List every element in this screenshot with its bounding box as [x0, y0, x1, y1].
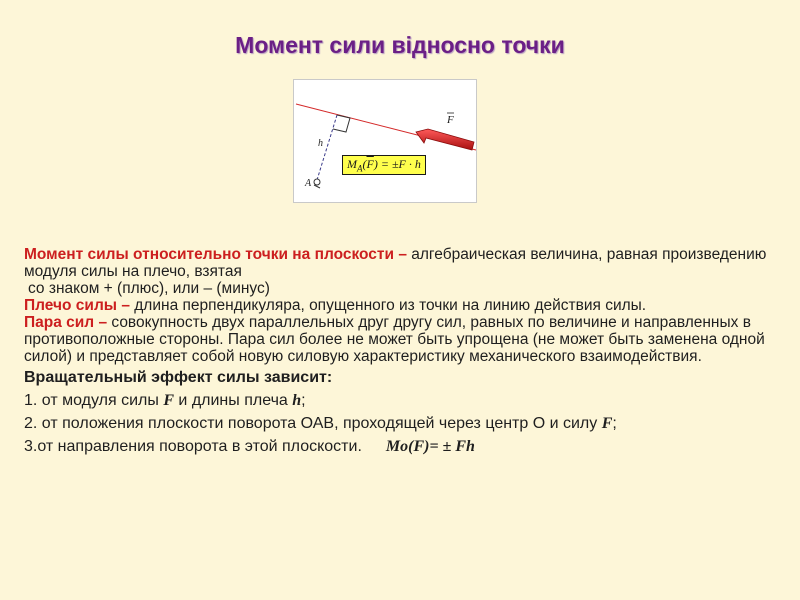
definition-moment-a: алгебраическая величина, равная произведению модуля силы на плечо, взятая	[24, 246, 767, 280]
point-a-marker	[314, 179, 320, 185]
arm-label: h	[318, 138, 323, 149]
point-a-label: A	[305, 178, 312, 189]
force-arrow	[416, 129, 474, 150]
moment-diagram	[293, 79, 477, 203]
paragraph-arm: Плечо силы – длина перпендикуляра, опущенного из точки на линию действия силы.	[24, 297, 647, 314]
term-moment: Момент силы относительно точки на плоскости	[24, 246, 395, 263]
paragraph-moment: Момент силы относительно точки на плоскости – алгебраическая величина, равная произведению модуля силы на плечо, взятая	[24, 246, 767, 280]
diagram-svg	[294, 80, 476, 202]
term-couple: Пара сил	[24, 314, 95, 331]
list-item: 1. от модуля силы F и длины плеча h;	[24, 392, 306, 409]
definition-couple: совокупность двух параллельных друг другу сил, равных по величине и направленных в противоположные стороны. Пара сил более не может быть упрощена (не может быть заменена одной силой) и представляет собой новую силовую характеристику механического взаимодействия.	[24, 314, 765, 365]
definition-moment-b: со знаком + (плюс), или – (минус)	[28, 280, 270, 297]
definition-arm: длина перпендикуляра, опущенного из точки на линию действия силы.	[134, 297, 647, 314]
list-item: 3.от направления поворота в этой плоскости. Mo(F)= ± Fh	[24, 438, 475, 455]
term-arm: Плечо силы	[24, 297, 118, 314]
rotation-heading: Вращательный эффект силы зависит:	[24, 369, 333, 386]
page-title: Момент сили відносно точки	[235, 32, 565, 58]
paragraph-couple: Пара сил – совокупность двух параллельных друг другу сил, равных по величине и направленных в противоположные стороны. Пара сил более не может быть упрощена (не может быть заменена одной силой) и представляет собой новую силовую характеристику механического взаимодействия.	[24, 314, 765, 365]
moment-formula: $M_A(\overline{F}) = \pm F \cdot h$	[347, 157, 421, 174]
content-text	[24, 246, 774, 460]
moment-formula-box	[342, 155, 426, 175]
rotation-factors-list	[24, 391, 774, 457]
force-label: F	[447, 114, 454, 126]
list-item: 2. от положения плоскости поворота ОАВ, проходящей через центр О и силу F;	[24, 415, 617, 432]
moment-formula-inline: Mo(F)= ± Fh	[385, 438, 475, 455]
right-angle-marker	[333, 115, 350, 132]
